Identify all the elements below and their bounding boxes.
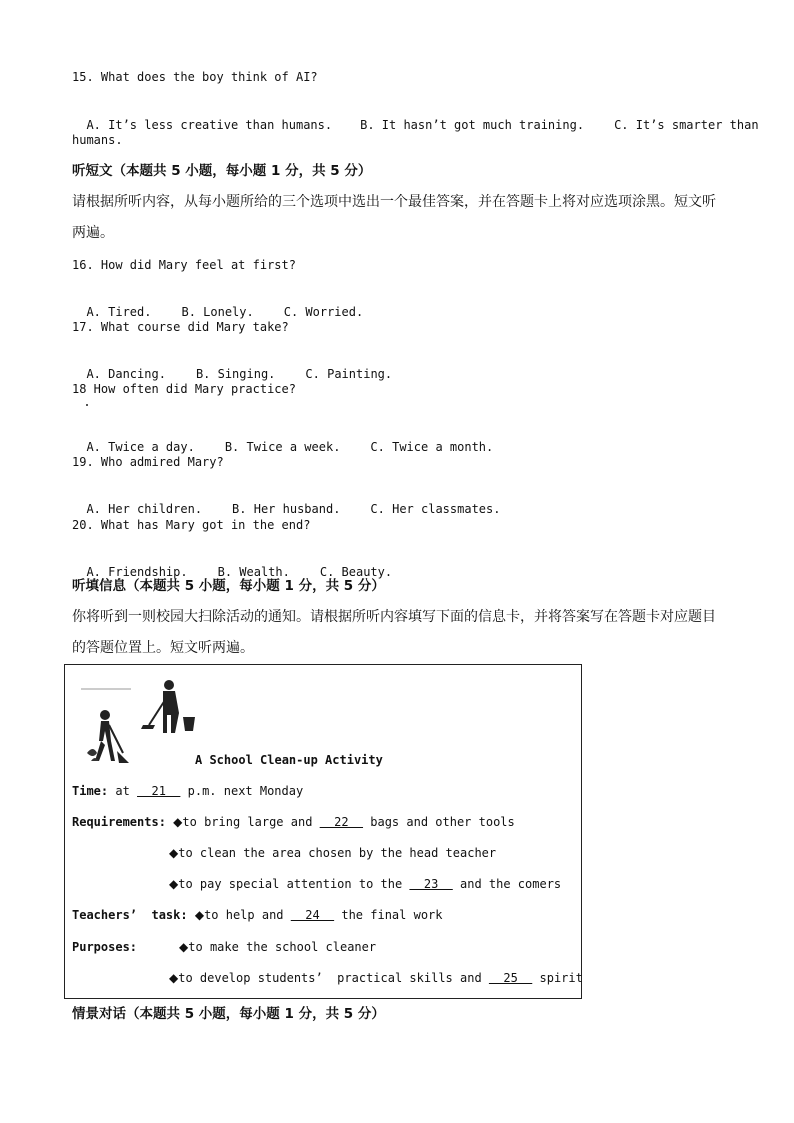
requirements-label: Requirements: <box>72 815 166 829</box>
teach-suffix: the final work <box>334 908 443 922</box>
q20-options <box>72 548 392 580</box>
q15-options <box>72 101 759 133</box>
card-purposes-line-2 <box>169 970 583 986</box>
q17-option-c: C. Painting. <box>305 367 393 381</box>
section-short-instruction-1: 请根据所听内容，从每小题所给的三个选项中选出一个最佳答案，并在答题卡上将对应选项涂黑。短文听 <box>72 194 716 210</box>
q20-option-b: B. Wealth. <box>217 565 290 579</box>
section-short-heading: 听短文（本题共 5 小题，每小题 1 分，共 5 分） <box>72 163 372 179</box>
card-teachers-line <box>72 907 443 923</box>
bullet-diamond-icon: ◆ <box>169 877 179 891</box>
blank-24: 24 <box>290 908 335 922</box>
info-card <box>64 664 582 999</box>
q16-option-b: B. Lonely. <box>181 305 254 319</box>
purp1-text: to make the school cleaner <box>188 940 377 954</box>
q20-option-c: C. Beauty. <box>319 565 393 579</box>
q20-question: 20. What has Mary got in the end? <box>72 518 311 532</box>
q16-options <box>72 288 363 320</box>
q17-option-a: A. Dancing. <box>86 367 166 381</box>
card-time-line <box>72 783 303 799</box>
section-fill-instruction-2: 的答题位置上。短文听两遍。 <box>72 640 254 656</box>
q18-option-c: C. Twice a month. <box>370 440 494 454</box>
card-requirements-line-2 <box>169 845 496 861</box>
purp2-suffix: spirit <box>532 971 583 985</box>
section-fill-instruction-1: 你将听到一则校园大扫除活动的通知。请根据所听内容填写下面的信息卡，并将答案写在答题卡对应题目 <box>72 609 716 625</box>
section-dialog-heading: 情景对话（本题共 5 小题，每小题 1 分，共 5 分） <box>72 1006 385 1022</box>
q17-question: 17. What course did Mary take? <box>72 320 289 334</box>
section-short-instruction-2: 两遍。 <box>72 225 114 241</box>
time-label: Time: <box>72 784 109 798</box>
cleaning-illustration <box>71 673 211 773</box>
q19-option-c: C. Her classmates. <box>370 502 501 516</box>
purp2-prefix: to develop students’ practical skills and <box>178 971 489 985</box>
req1-prefix: to bring large and <box>182 815 320 829</box>
blank-22: 22 <box>319 815 364 829</box>
q18-question: 18 How often did Mary practice? <box>72 382 296 396</box>
q20-option-a: A. Friendship. <box>86 565 188 579</box>
q16-option-a: A. Tired. <box>86 305 152 319</box>
q18-option-b: B. Twice a week. <box>224 440 341 454</box>
q15-option-c: C. It’s smarter than <box>614 118 759 132</box>
purposes-label: Purposes: <box>72 940 138 954</box>
bullet-diamond-icon: ◆ <box>179 940 189 954</box>
q19-question: 19. Who admired Mary? <box>72 455 224 469</box>
stray-mark <box>86 404 88 406</box>
time-suffix: p.m. next Monday <box>180 784 304 798</box>
time-prefix: at <box>108 784 138 798</box>
blank-21: 21 <box>137 784 181 798</box>
q19-option-b: B. Her husband. <box>232 502 341 516</box>
blank-25: 25 <box>488 971 533 985</box>
q15-option-b: B. It hasn’t got much training. <box>360 118 585 132</box>
req3-prefix: to pay special attention to the <box>178 877 410 891</box>
q16-question: 16. How did Mary feel at first? <box>72 258 296 272</box>
q15-option-a: A. It’s less creative than humans. <box>86 118 333 132</box>
q18-options <box>72 423 493 455</box>
teachers-task-label: Teachers’ task: <box>72 908 188 922</box>
card-title: A School Clean-up Activity <box>195 753 383 767</box>
q17-option-b: B. Singing. <box>195 367 276 381</box>
req2-text: to clean the area chosen by the head teacher <box>178 846 497 860</box>
card-requirements-line-3 <box>169 876 561 892</box>
bullet-diamond-icon: ◆ <box>194 908 205 922</box>
req3-suffix: and the comers <box>452 877 562 891</box>
section-fill-heading: 听填信息（本题共 5 小题，每小题 1 分，共 5 分） <box>72 578 385 594</box>
bullet-diamond-icon: ◆ <box>169 971 179 985</box>
q18-option-a: A. Twice a day. <box>86 440 195 454</box>
q19-options <box>72 485 500 517</box>
bullet-diamond-icon: ◆ <box>169 846 179 860</box>
blank-23: 23 <box>409 877 453 891</box>
q19-option-a: A. Her children. <box>86 502 203 516</box>
card-requirements-line-1 <box>72 814 515 830</box>
q16-option-c: C. Worried. <box>283 305 364 319</box>
q15-option-c-continued: humans. <box>72 133 123 147</box>
card-purposes-line-1 <box>72 939 376 955</box>
q17-options <box>72 350 392 382</box>
bullet-diamond-icon: ◆ <box>173 815 183 829</box>
q15-question: 15. What does the boy think of AI? <box>72 70 318 84</box>
req1-suffix: bags and other tools <box>363 815 515 829</box>
teach-prefix: to help and <box>204 908 291 922</box>
